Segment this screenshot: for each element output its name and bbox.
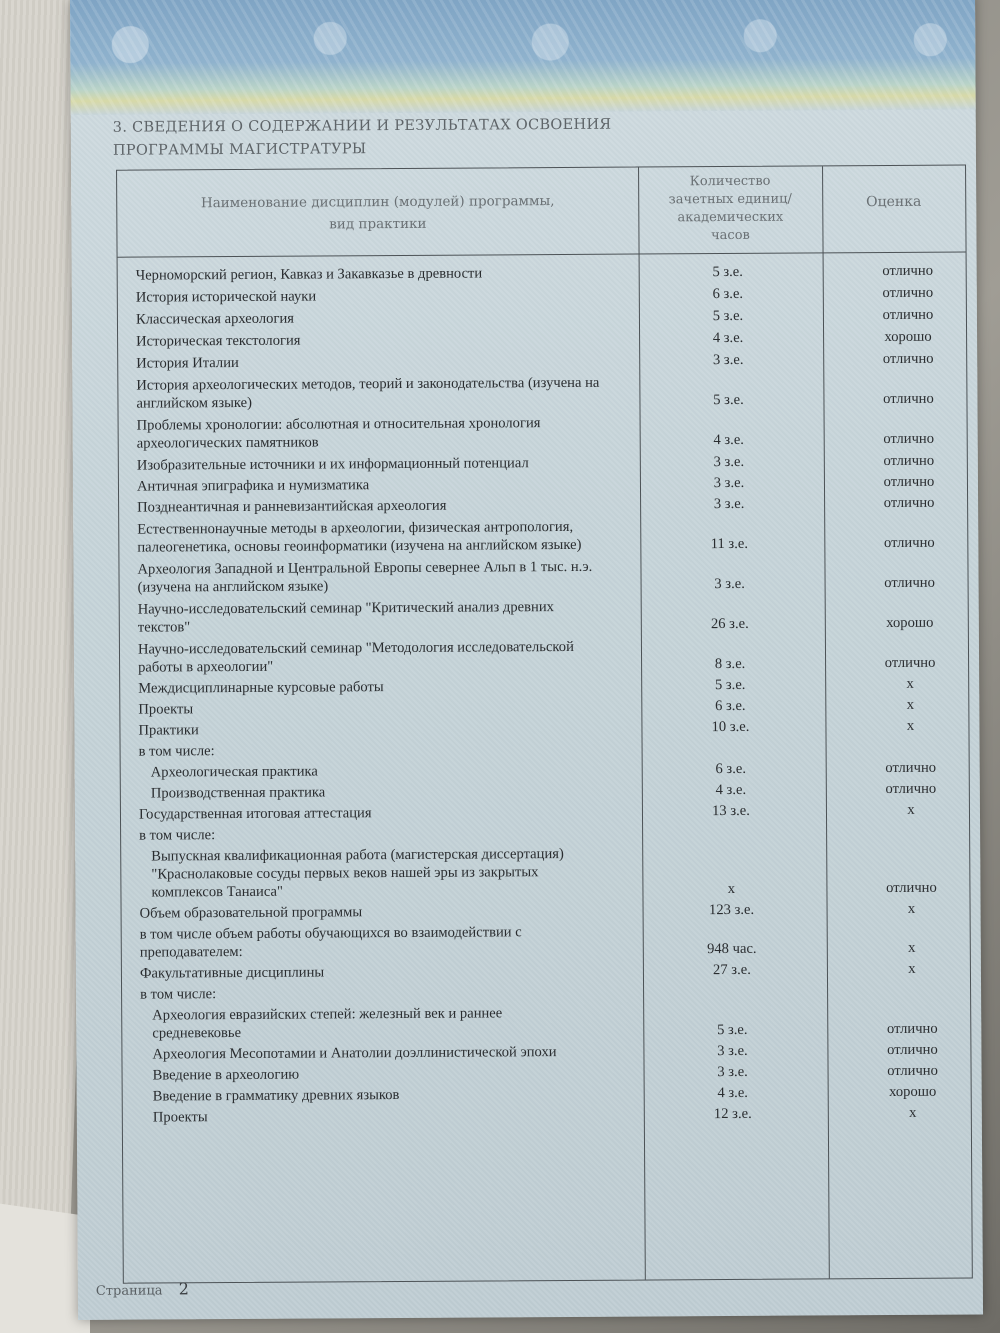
credits-value: 26 з.е. bbox=[710, 615, 749, 633]
table-row bbox=[121, 780, 969, 803]
discipline-name: Классическая археология bbox=[135, 310, 295, 328]
table-row bbox=[120, 696, 968, 719]
credits-value bbox=[681, 757, 781, 758]
table-row bbox=[118, 262, 966, 285]
section-title-line-1: 3. СВЕДЕНИЯ О СОДЕРЖАНИИ И РЕЗУЛЬТАТАХ ОСВОЕНИЯ bbox=[112, 116, 612, 136]
grade-value: хорошо bbox=[886, 614, 934, 632]
section-title bbox=[113, 113, 713, 163]
table-row bbox=[123, 1062, 971, 1085]
discipline-name: Факультативные дисциплины bbox=[139, 964, 325, 982]
credits-value bbox=[681, 841, 781, 842]
table-row bbox=[123, 1104, 971, 1127]
decorative-banner bbox=[70, 0, 976, 115]
credits-value: 5 з.е. bbox=[712, 263, 743, 281]
credits-value bbox=[682, 1000, 782, 1001]
section-title-line-2: ПРОГРАММЫ МАГИСТРАТУРЫ bbox=[112, 141, 367, 159]
discipline-name: Научно-исследовательский семинар "Критический анализ древних текстов" bbox=[137, 599, 554, 636]
table-row bbox=[119, 494, 967, 517]
table-row bbox=[121, 843, 969, 902]
page-footer bbox=[96, 1279, 189, 1299]
discipline-name: Черноморский регион, Кавказ и Закавказье в древности bbox=[135, 265, 483, 284]
grade-value: хорошо bbox=[884, 328, 932, 346]
header-discipline-name bbox=[117, 190, 638, 237]
grade-value: хорошо bbox=[889, 1083, 937, 1101]
table-row bbox=[121, 759, 969, 782]
grade-value: х bbox=[906, 675, 914, 692]
table-row bbox=[121, 738, 969, 761]
grade-value: отлично bbox=[887, 1041, 938, 1059]
grade-value: х bbox=[909, 1104, 917, 1121]
discipline-name: Производственная практика bbox=[150, 784, 326, 802]
discipline-name: в том числе объем работы обучающихся во взаимодействии с преподавателем: bbox=[139, 924, 522, 961]
table-row bbox=[120, 675, 968, 698]
table-row bbox=[119, 556, 967, 597]
discipline-name: Изобразительные источники и их информационный потенциал bbox=[136, 455, 529, 474]
page-number: 2 bbox=[178, 1279, 189, 1299]
credits-value: 8 з.е. bbox=[714, 655, 746, 673]
grade-value bbox=[861, 840, 961, 841]
header-grade: Оценка bbox=[866, 193, 922, 211]
discipline-name: Объем образовательной программы bbox=[139, 904, 363, 922]
header-credits-line-2: зачетных единиц/ bbox=[668, 191, 792, 208]
credits-value: 5 з.е. bbox=[714, 676, 746, 694]
credits-value: 6 з.е. bbox=[715, 760, 747, 778]
grade-value: х bbox=[908, 960, 916, 977]
discipline-name: Археология Месопотамии и Анатолии доэллинистической эпохи bbox=[152, 1044, 557, 1063]
grade-value: отлично bbox=[884, 574, 935, 592]
grade-value: отлично bbox=[882, 350, 934, 368]
grade-value: отлично bbox=[882, 306, 934, 324]
grade-value: х bbox=[907, 801, 915, 818]
credits-value: 5 з.е. bbox=[717, 1021, 748, 1039]
credits-value: 4 з.е. bbox=[715, 781, 747, 799]
credits-value: 3 з.е. bbox=[717, 1042, 748, 1060]
discipline-name: Введение в археологию bbox=[152, 1066, 300, 1084]
credits-value: 6 з.е. bbox=[712, 285, 744, 303]
header-name-line-2: вид практики bbox=[329, 215, 427, 233]
credits-value: 3 з.е. bbox=[713, 474, 745, 492]
discipline-name: Историческая текстология bbox=[136, 332, 301, 350]
table-row bbox=[118, 372, 966, 413]
grade-value: отлично bbox=[887, 1062, 938, 1080]
grade-value: отлично bbox=[886, 1020, 938, 1038]
table-row bbox=[120, 636, 968, 677]
credits-value: 5 з.е. bbox=[713, 391, 744, 409]
discipline-name: Междисциплинарные курсовые работы bbox=[138, 679, 384, 697]
table-row bbox=[122, 921, 970, 962]
credits-value: 4 з.е. bbox=[713, 431, 744, 449]
grade-value: отлично bbox=[883, 534, 935, 552]
discipline-name: Выпускная квалификационная работа (магистерская диссертация) "Краснолаковые сосуды первых веков нашей эры из закрытых комплексов Танаиса" bbox=[151, 845, 564, 901]
table-row bbox=[122, 1002, 970, 1043]
discipline-name: Государственная итоговая аттестация bbox=[138, 805, 372, 823]
table-row bbox=[123, 1083, 971, 1106]
credits-value: 5 з.е. bbox=[712, 307, 744, 325]
table-row bbox=[118, 328, 966, 351]
table-row bbox=[122, 1041, 970, 1064]
credits-value: 27 з.е. bbox=[712, 961, 751, 979]
grade-value: х bbox=[908, 939, 916, 956]
discipline-name: Проекты bbox=[152, 1109, 208, 1126]
grade-value: х bbox=[906, 717, 915, 734]
credits-value: 123 з.е. bbox=[708, 901, 755, 919]
table-row bbox=[122, 960, 970, 983]
table-row bbox=[118, 350, 966, 373]
table-row bbox=[119, 516, 967, 557]
table-row bbox=[121, 822, 969, 845]
discipline-name: Археология Западной и Центральной Европы севернее Альп в 1 тыс. н.э. (изучена на английском языке) bbox=[137, 558, 593, 596]
table-row bbox=[119, 473, 967, 496]
credits-value: 13 з.е. bbox=[712, 802, 750, 820]
grade-value: отлично bbox=[883, 494, 935, 512]
table-row bbox=[120, 717, 968, 740]
header-credits-line-1: Количество bbox=[689, 173, 771, 190]
grade-value: отлично bbox=[885, 759, 937, 777]
discipline-name: в том числе: bbox=[140, 986, 217, 1003]
credits-value: 4 з.е. bbox=[717, 1084, 748, 1102]
discipline-name: История исторической науки bbox=[135, 288, 317, 306]
table-row bbox=[118, 306, 966, 329]
discipline-name: Античная эпиграфика и нумизматика bbox=[136, 477, 370, 495]
grade-value bbox=[861, 756, 961, 757]
credits-value: х bbox=[727, 880, 736, 897]
table-row bbox=[121, 801, 969, 824]
table-row bbox=[122, 900, 970, 923]
discipline-name: Проекты bbox=[138, 701, 194, 718]
table-row bbox=[119, 412, 967, 453]
credits-value: 3 з.е. bbox=[714, 575, 745, 593]
results-table bbox=[116, 165, 973, 1284]
header-credits bbox=[638, 172, 822, 245]
grade-value: отлично bbox=[886, 879, 937, 897]
discipline-name: История Италии bbox=[136, 354, 239, 372]
discipline-name: Археологическая практика bbox=[150, 763, 318, 781]
discipline-name: Научно-исследовательский семинар "Методология исследовательской работы в археологии" bbox=[137, 638, 574, 676]
table-row bbox=[119, 452, 967, 475]
document-sheet bbox=[70, 0, 983, 1320]
credits-value: 12 з.е. bbox=[713, 1105, 752, 1123]
grade-value: отлично bbox=[883, 452, 935, 470]
table-body bbox=[118, 254, 971, 1127]
discipline-name: в том числе: bbox=[138, 743, 215, 760]
credits-value: 3 з.е. bbox=[717, 1063, 748, 1081]
grade-value bbox=[862, 999, 962, 1000]
header-name-line-1: Наименование дисциплин (модулей) программы, bbox=[200, 193, 555, 212]
table-row bbox=[118, 284, 966, 307]
credits-value: 6 з.е. bbox=[715, 697, 746, 715]
grade-value: отлично bbox=[884, 654, 936, 672]
table-row bbox=[122, 981, 970, 1004]
grade-value: отлично bbox=[882, 284, 934, 302]
credits-value: 948 час. bbox=[707, 940, 757, 958]
grade-value: х bbox=[907, 900, 916, 917]
credits-value: 4 з.е. bbox=[712, 329, 744, 347]
table-row bbox=[120, 596, 968, 637]
grade-value: отлично bbox=[885, 780, 937, 798]
grade-value: отлично bbox=[882, 262, 934, 280]
credits-value: 3 з.е. bbox=[713, 453, 745, 471]
discipline-name: Проблемы хронологии: абсолютная и относительная хронология археологических памятников bbox=[136, 415, 541, 452]
credits-value: 11 з.е. bbox=[710, 535, 749, 553]
discipline-name: в том числе: bbox=[139, 827, 216, 844]
grade-value: х bbox=[906, 696, 915, 713]
header-credits-line-4: часов bbox=[711, 227, 750, 244]
discipline-name: Позднеантичная и ранневизантийская археология bbox=[137, 497, 447, 516]
discipline-name: Практики bbox=[138, 722, 199, 739]
credits-value: 3 з.е. bbox=[712, 351, 744, 369]
page-label: Страница bbox=[95, 1283, 163, 1299]
grade-value: отлично bbox=[883, 390, 934, 408]
discipline-name: Введение в грамматику древних языков bbox=[152, 1087, 400, 1105]
discipline-name: Естественнонаучные методы в археологии, физическая антропология, палеогенетика, основы геоинформатики (изучена на английском языке) bbox=[137, 518, 582, 556]
credits-value: 3 з.е. bbox=[713, 495, 745, 513]
grade-value: отлично bbox=[883, 473, 935, 491]
grade-value: отлично bbox=[883, 430, 935, 448]
header-credits-line-3: академических bbox=[677, 209, 784, 226]
credits-value: 10 з.е. bbox=[711, 718, 750, 736]
discipline-name: История археологических методов, теорий и законодательства (изучена на английском языке) bbox=[136, 374, 600, 412]
discipline-name: Археология евразийских степей: железный век и раннее средневековье bbox=[152, 1005, 503, 1042]
